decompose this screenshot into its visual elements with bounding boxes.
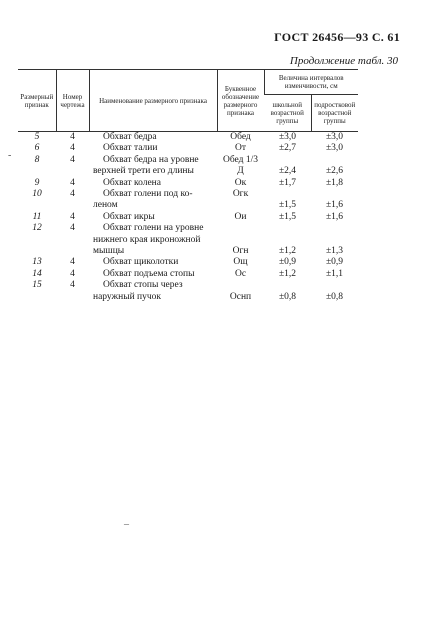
cell-school: ±0,8: [278, 291, 297, 302]
cell-code: От: [234, 143, 246, 154]
cell-figure-no: 4: [70, 211, 75, 222]
col-header-teen: подростковой возрастной группы: [311, 95, 358, 132]
cell-code: Ощ: [233, 257, 248, 268]
cell-name: наружный пучок: [93, 291, 162, 302]
cell-code: Обед 1/3: [222, 154, 258, 165]
cell-code: [217, 200, 264, 211]
cell-code: [217, 280, 264, 291]
cell-figure-no: 4: [70, 177, 75, 188]
cell-name: Обхват голени на уровне: [103, 223, 204, 234]
cell-teen: ±3,0: [325, 132, 344, 142]
cell-code: Д: [237, 166, 244, 177]
cell-code: Оснп: [229, 291, 252, 302]
cell-teen: ±0,9: [325, 257, 344, 268]
cell-teen: ±3,0: [325, 143, 344, 154]
cell-teen: [311, 155, 358, 166]
cell-figure-no: [56, 246, 89, 257]
table-row: [18, 235, 358, 246]
cell-school: ±0,9: [278, 257, 297, 268]
cell-size-no: [18, 200, 56, 211]
cell-teen: ±1,6: [325, 211, 344, 222]
stray-mark: -: [8, 150, 12, 161]
stray-mark: _: [124, 515, 129, 526]
table-row: [18, 132, 358, 144]
cell-figure-no: 4: [70, 280, 75, 291]
table-row: [18, 246, 358, 257]
cell-size-no: [18, 292, 56, 303]
cell-name: мышцы: [93, 246, 125, 257]
cell-figure-no: 4: [70, 154, 75, 165]
cell-name: леном: [93, 200, 118, 211]
table-row: [18, 212, 358, 223]
cell-school: [264, 189, 311, 200]
size-intervals-table: [18, 69, 358, 303]
cell-school: [264, 235, 311, 246]
cell-school: [264, 223, 311, 234]
table-continuation-label: Продолжение табл. 30: [289, 55, 398, 67]
cell-figure-no: [56, 292, 89, 303]
cell-teen: ±1,8: [325, 177, 344, 188]
cell-code: [217, 223, 264, 234]
cell-code: Огн: [232, 246, 249, 257]
cell-figure-no: 4: [70, 189, 75, 200]
table-row: [18, 178, 358, 189]
cell-size-no: 14: [32, 268, 42, 279]
table-row: [18, 166, 358, 177]
col-header-name: Наименование размерного признака: [89, 70, 217, 132]
cell-figure-no: [56, 166, 89, 177]
cell-teen: [311, 280, 358, 291]
cell-name: верхней трети его длины: [93, 166, 194, 177]
cell-code: Ои: [234, 211, 247, 222]
cell-school: ±1,2: [278, 268, 297, 279]
cell-size-no: [18, 246, 56, 257]
page-header: ГОСТ 26456—93 С. 61: [274, 30, 400, 44]
cell-school: ±1,7: [278, 177, 297, 188]
cell-school: ±1,5: [278, 200, 297, 211]
cell-school: ±1,2: [278, 246, 297, 257]
cell-code: Обед: [230, 132, 251, 142]
cell-size-no: 8: [34, 154, 40, 165]
cell-name: нижнего края икроножной: [93, 234, 201, 245]
cell-code: Ос: [234, 268, 247, 279]
table-row: [18, 257, 358, 268]
cell-school: ±2,4: [278, 166, 297, 177]
cell-name: Обхват щиколотки: [103, 257, 179, 268]
cell-size-no: 5: [34, 132, 40, 142]
table-row: [18, 155, 358, 166]
cell-code: [217, 235, 264, 246]
cell-school: [264, 280, 311, 291]
cell-size-no: 10: [32, 189, 42, 200]
cell-teen: ±1,6: [325, 200, 344, 211]
col-header-code: Буквенное обозначение размерного признака: [217, 70, 264, 132]
table-row: [18, 269, 358, 280]
cell-teen: ±0,8: [325, 291, 344, 302]
col-header-intervals: Величина интервалов изменчивости, см: [264, 70, 358, 95]
cell-code: Ок: [234, 177, 247, 188]
cell-teen: ±1,3: [325, 246, 344, 257]
table-body: [18, 132, 358, 304]
cell-code: Огк: [232, 189, 249, 200]
cell-size-no: [18, 235, 56, 246]
cell-size-no: 9: [34, 177, 40, 188]
cell-figure-no: [56, 235, 89, 246]
cell-teen: [311, 189, 358, 200]
table-row: [18, 143, 358, 154]
col-header-school: школьной возрастной группы: [264, 95, 311, 132]
cell-name: Обхват бедра на уровне: [103, 154, 199, 165]
cell-figure-no: 4: [70, 132, 75, 142]
col-header-size-no: Размерный признак: [18, 70, 56, 132]
cell-school: ±1,5: [278, 211, 297, 222]
cell-teen: ±2,6: [325, 166, 344, 177]
cell-name: Обхват колена: [103, 177, 161, 188]
table-row: [18, 189, 358, 200]
cell-size-no: 15: [32, 280, 42, 291]
cell-name: Обхват подъема стопы: [103, 268, 195, 279]
col-header-figure-no: Номер чертежа: [56, 70, 89, 132]
cell-name: Обхват голени под ко-: [103, 189, 193, 200]
cell-school: ±3,0: [278, 132, 297, 142]
cell-size-no: 11: [32, 211, 42, 222]
cell-size-no: [18, 166, 56, 177]
cell-school: ±2,7: [278, 143, 297, 154]
table-row: [18, 223, 358, 234]
cell-size-no: 13: [32, 257, 42, 268]
cell-figure-no: 4: [70, 223, 75, 234]
cell-size-no: 12: [32, 223, 42, 234]
cell-teen: ±1,1: [325, 268, 344, 279]
cell-name: Обхват талии: [103, 143, 158, 154]
cell-name: Обхват бедра: [103, 132, 157, 142]
cell-name: Обхват икры: [103, 211, 155, 222]
table-container: [18, 69, 358, 303]
cell-figure-no: 4: [70, 143, 75, 154]
cell-figure-no: 4: [70, 257, 75, 268]
table-row: [18, 292, 358, 303]
cell-teen: [311, 235, 358, 246]
table-row: [18, 200, 358, 211]
cell-school: [264, 155, 311, 166]
cell-name: Обхват стопы через: [103, 280, 183, 291]
cell-size-no: 6: [34, 143, 40, 154]
cell-figure-no: 4: [70, 268, 75, 279]
cell-figure-no: [56, 200, 89, 211]
cell-teen: [311, 223, 358, 234]
table-row: [18, 280, 358, 291]
